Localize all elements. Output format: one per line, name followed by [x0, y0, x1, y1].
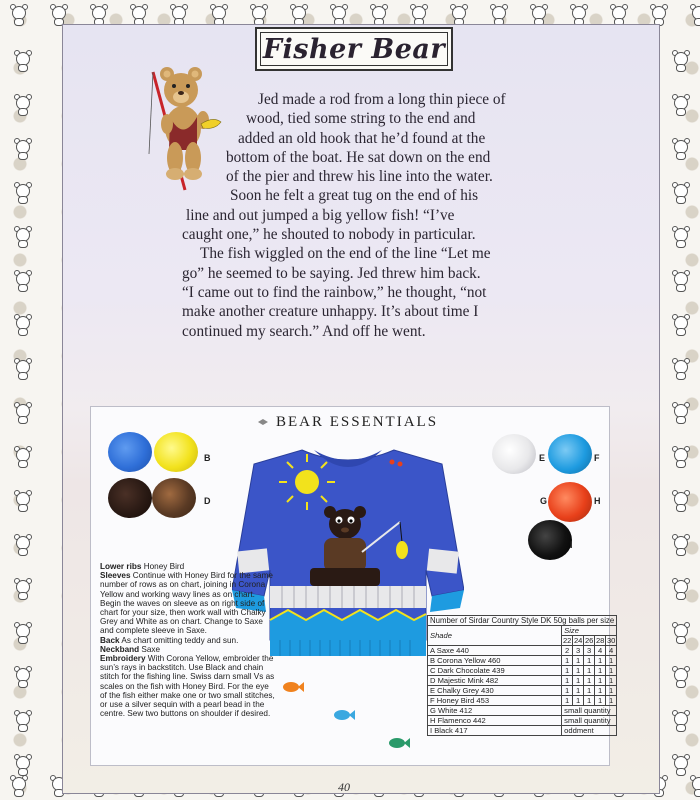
quantity-span-cell: small quantity — [562, 716, 617, 726]
instruction-text: Saxe — [141, 644, 161, 654]
shade-cell: G White 412 — [428, 706, 562, 716]
bear-border-icon — [668, 710, 694, 732]
story-line: The fish wiggled on the end of the line “Let me — [200, 245, 491, 263]
bear-border-icon — [686, 775, 700, 797]
shade-cell: F Honey Bird 453 — [428, 696, 562, 706]
quantity-cell: 1 — [584, 696, 595, 706]
knitting-instructions — [100, 562, 275, 718]
bear-border-icon — [10, 226, 36, 248]
bear-border-icon — [10, 50, 36, 72]
bear-border-icon — [668, 314, 694, 336]
bear-border-icon — [668, 182, 694, 204]
bear-border-icon — [668, 578, 694, 600]
quantity-cell: 1 — [595, 676, 606, 686]
bear-border-icon — [166, 4, 192, 26]
quantity-cell: 1 — [606, 666, 617, 676]
story-line: of the pier and threw his line into the water. — [226, 168, 493, 186]
bear-border-icon — [10, 578, 36, 600]
bear-border-icon — [206, 4, 232, 26]
instruction-text: With Corona Yellow, embroider the sun’s rays in backstitch. Use Black and chain stitch for the fishing line. Swiss darn small Vs as scales on the fish with Honey Bird. For the eye of the fish either make one or two small stitches, or use a silver sequin with a pearl bead in the centre. Sew two buttons on shoulder if desired. — [100, 654, 275, 719]
quantity-cell: 1 — [562, 676, 573, 686]
table-row — [428, 646, 617, 656]
quantity-cell: 1 — [573, 656, 584, 666]
shade-table — [427, 615, 617, 736]
quantity-cell: 1 — [573, 666, 584, 676]
instruction-heading: Embroidery — [100, 654, 146, 664]
story-line: Soon he felt a great tug on the end of his — [230, 187, 479, 205]
instruction-paragraph — [100, 654, 275, 718]
quantity-cell: 1 — [606, 656, 617, 666]
quantity-cell: 1 — [584, 676, 595, 686]
quantity-cell: 1 — [595, 686, 606, 696]
size-cell: 28 — [595, 636, 605, 645]
bear-border-icon — [606, 4, 632, 26]
table-row — [428, 676, 617, 686]
shade-cell: B Corona Yellow 460 — [428, 656, 562, 666]
quantity-cell: 1 — [595, 666, 606, 676]
shade-cell: D Majestic Mink 482 — [428, 676, 562, 686]
bear-border-icon — [286, 4, 312, 26]
instruction-paragraph — [100, 562, 275, 571]
diamond-icon — [258, 419, 268, 425]
bear-border-icon — [10, 622, 36, 644]
fish-button-orange — [282, 680, 304, 694]
quantity-cell: 1 — [584, 686, 595, 696]
bear-border-icon — [668, 226, 694, 248]
bear-border-icon — [6, 775, 32, 797]
bear-border-icon — [126, 4, 152, 26]
instruction-paragraph — [100, 636, 275, 645]
bear-border-icon — [10, 754, 36, 776]
story-line: wood, tied some string to the end and — [246, 110, 476, 128]
bear-border-icon — [10, 402, 36, 424]
quantity-cell: 1 — [606, 696, 617, 706]
quantity-cell: 1 — [584, 666, 595, 676]
yarn-label-b: B — [204, 453, 211, 463]
quantity-cell: 4 — [595, 646, 606, 656]
bear-border-icon — [326, 4, 352, 26]
quantity-cell: 2 — [562, 646, 573, 656]
yarn-ball-majestic-mink — [152, 478, 196, 518]
bear-border-icon — [6, 4, 32, 26]
shade-cell: C Dark Chocolate 439 — [428, 666, 562, 676]
instruction-text: As chart omitting teddy and sun. — [121, 635, 239, 645]
bear-border-icon — [366, 4, 392, 26]
size-cell: 30 — [606, 636, 616, 645]
bear-border-icon — [86, 4, 112, 26]
table-row — [428, 666, 617, 676]
table-title: Number of Sirdar Country Style DK 50g balls per size — [428, 616, 617, 626]
instruction-paragraph — [100, 571, 275, 635]
quantity-span-cell: oddment — [562, 726, 617, 736]
story-line: caught one,” he shouted to nobody in particular. — [182, 226, 476, 244]
instruction-text: Continue with Honey Bird for the same number of rows as on chart, joining in Corona Yellow and working wavy lines as on chart. Begin the waves on sleeve as on right side of chart for your size, then work wall with Chalky Grey and White as on chart. Change to Saxe and complete sleeve in Saxe. — [100, 571, 273, 636]
yarn-label-h: H — [594, 496, 601, 506]
bear-border-icon — [446, 4, 472, 26]
bear-border-icon — [10, 358, 36, 380]
shade-cell: A Saxe 440 — [428, 646, 562, 656]
shade-header: Shade — [428, 626, 562, 646]
quantity-cell: 1 — [595, 656, 606, 666]
yarn-label-g: G — [540, 496, 548, 506]
instruction-heading: Lower ribs — [100, 562, 142, 571]
size-header: Size — [562, 626, 617, 636]
story-line: bottom of the boat. He sat down on the end — [226, 148, 491, 166]
bear-border-icon — [406, 4, 432, 26]
bear-border-icon — [10, 490, 36, 512]
story-line: make another creature unhappy. It’s about time I — [182, 303, 479, 321]
instruction-text: Honey Bird — [143, 562, 185, 571]
quantity-cell: 1 — [573, 696, 584, 706]
quantity-cell: 1 — [606, 676, 617, 686]
bear-border-icon — [10, 182, 36, 204]
page-number: 40 — [338, 780, 350, 794]
bear-border-icon — [668, 666, 694, 688]
bear-border-icon — [668, 358, 694, 380]
yarn-ball-chalky-grey — [492, 434, 536, 474]
quantity-cell: 1 — [562, 696, 573, 706]
yarn-ball-flamenco — [548, 482, 592, 522]
bear-border-icon — [10, 94, 36, 116]
quantity-cell: 1 — [606, 686, 617, 696]
bear-border-icon — [10, 446, 36, 468]
bear-border-icon — [668, 270, 694, 292]
bear-essentials-heading — [245, 412, 451, 432]
bear-border-icon — [668, 138, 694, 160]
story-line: added an old hook that he’d found at the — [238, 129, 486, 147]
yarn-ball-dark-chocolate — [108, 478, 152, 518]
bear-border-icon — [246, 4, 272, 26]
bear-border-icon — [10, 534, 36, 556]
shade-cell: E Chalky Grey 430 — [428, 686, 562, 696]
bear-border-icon — [668, 754, 694, 776]
bear-border-icon — [668, 490, 694, 512]
bear-border-icon — [668, 94, 694, 116]
instruction-heading: Back — [100, 635, 120, 645]
quantity-cell: 1 — [573, 676, 584, 686]
yarn-ball-corona-yellow — [154, 432, 198, 472]
table-row — [428, 656, 617, 666]
story-line: Jed made a rod from a long thin piece of — [258, 91, 506, 108]
yarn-label-e: E — [539, 453, 546, 463]
yarn-ball-saxe — [108, 432, 152, 472]
quantity-cell: 1 — [573, 686, 584, 696]
fish-button-blue — [333, 708, 355, 722]
quantity-cell: 3 — [573, 646, 584, 656]
bear-border-icon — [10, 270, 36, 292]
bear-border-icon — [668, 622, 694, 644]
story-line: go” he seemed to be saying. Jed threw him back. — [182, 264, 481, 282]
instruction-paragraph — [100, 645, 275, 654]
yarn-ball-honey-bird — [548, 434, 592, 474]
size-cell: 22 — [562, 636, 572, 645]
bear-border-icon — [686, 4, 700, 26]
yarn-label-d: D — [204, 496, 211, 506]
page-title: Fisher Bear — [262, 33, 446, 65]
bear-border-icon — [646, 4, 672, 26]
bear-border-icon — [668, 534, 694, 556]
bear-border-icon — [10, 710, 36, 732]
story-text — [150, 90, 520, 341]
quantity-cell: 3 — [584, 646, 595, 656]
quantity-cell: 1 — [562, 656, 573, 666]
quantity-cell: 4 — [606, 646, 617, 656]
bear-border-icon — [10, 138, 36, 160]
shade-cell: H Flamenco 442 — [428, 716, 562, 726]
bear-border-icon — [566, 4, 592, 26]
bear-essentials-title: BEAR ESSENTIALS — [275, 413, 439, 430]
quantity-cell: 1 — [562, 686, 573, 696]
quantity-span-cell: small quantity — [562, 706, 617, 716]
yarn-label-f: F — [594, 453, 600, 463]
table-row — [428, 726, 617, 736]
bear-border-icon — [10, 314, 36, 336]
fish-button-green — [388, 736, 410, 750]
title-plaque — [255, 27, 453, 71]
instruction-heading: Neckband — [100, 644, 140, 654]
bear-border-icon — [526, 4, 552, 26]
bear-border-icon — [668, 50, 694, 72]
quantity-cell: 1 — [562, 666, 573, 676]
table-row — [428, 686, 617, 696]
shade-cell: I Black 417 — [428, 726, 562, 736]
bear-border-icon — [668, 446, 694, 468]
quantity-cell: 1 — [584, 656, 595, 666]
story-line: line and out jumped a big yellow fish! “I’ve — [186, 206, 455, 224]
bear-border-icon — [668, 402, 694, 424]
quantity-cell: 1 — [595, 696, 606, 706]
table-row — [428, 706, 617, 716]
bear-border-icon — [46, 4, 72, 26]
table-row — [428, 696, 617, 706]
story-line: continued my search.” And off he went. — [182, 322, 426, 340]
yarn-label-i: I — [570, 540, 573, 550]
yarn-ball-black — [528, 520, 572, 560]
instruction-heading: Sleeves — [100, 571, 131, 581]
table-row — [428, 716, 617, 726]
bear-border-icon — [486, 4, 512, 26]
story-line: “I came out to find the rainbow,” he thought, “not — [182, 283, 487, 301]
bear-border-icon — [10, 666, 36, 688]
size-cell: 26 — [584, 636, 594, 645]
size-cell: 24 — [573, 636, 583, 645]
